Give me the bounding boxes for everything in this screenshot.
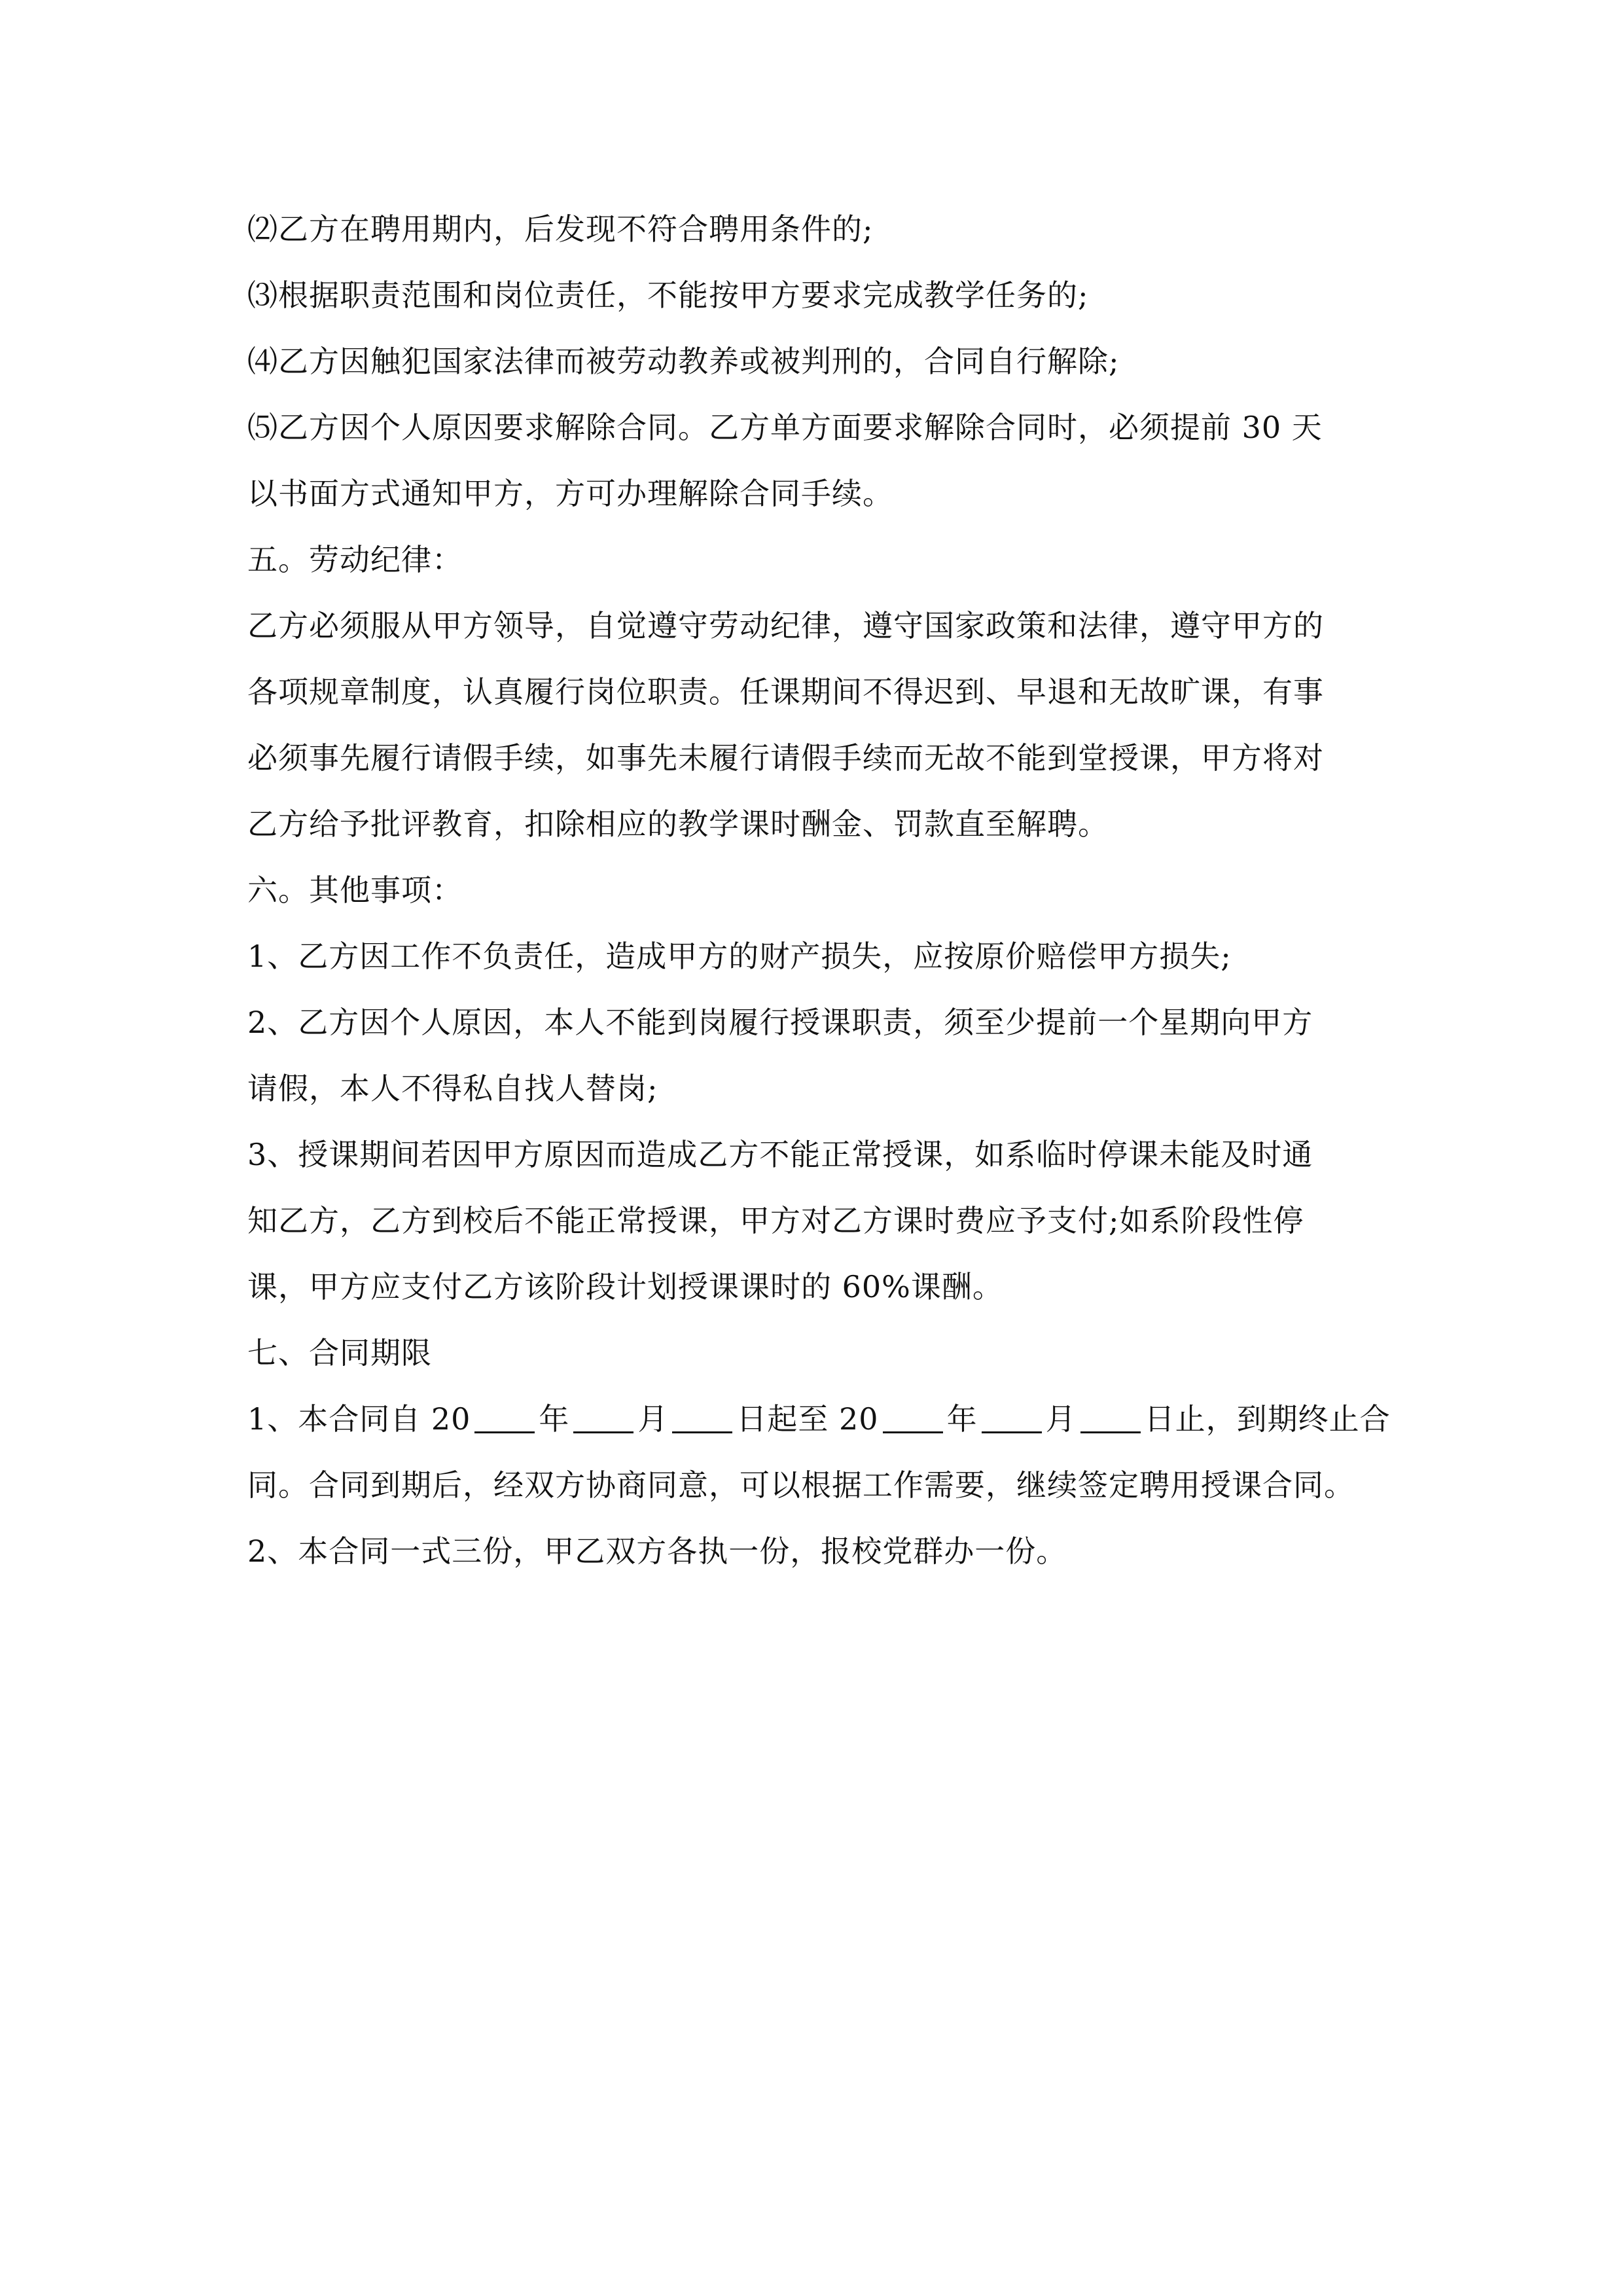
term-text: 日止，到期终止合 — [1144, 1401, 1391, 1437]
clause-line: 同。合同到期后，经双方协商同意，可以根据工作需要，继续签定聘用授课合同。 — [247, 1467, 1355, 1503]
day-start-blank — [672, 1401, 732, 1433]
clause-line: ⑶根据职责范围和岗位责任，不能按甲方要求完成教学任务的; — [247, 278, 1089, 313]
clause-line: 1、乙方因工作不负责任，造成甲方的财产损失，应按原价赔偿甲方损失; — [247, 939, 1232, 974]
term-text: 月 — [1045, 1401, 1077, 1437]
year-start-blank — [474, 1401, 535, 1433]
day-end-blank — [1080, 1401, 1141, 1433]
clause-line: 2、乙方因个人原因，本人不能到岗履行授课职责，须至少提前一个星期向甲方 — [247, 1005, 1313, 1040]
term-text: 1、本合同自 20 — [247, 1401, 471, 1437]
paragraph-line: 必须事先履行请假手续，如事先未履行请假手续而无故不能到堂授课，甲方将对 — [247, 740, 1324, 776]
clause-line: 3、授课期间若因甲方原因而造成乙方不能正常授课，如系临时停课未能及时通 — [247, 1137, 1313, 1172]
clause-line: 请假，本人不得私自找人替岗; — [247, 1071, 658, 1106]
contract-term-line — [247, 1386, 1391, 1452]
section-heading: 六。其他事项： — [247, 872, 463, 908]
clause-line: 以书面方式通知甲方，方可办理解除合同手续。 — [247, 476, 893, 511]
month-end-blank — [982, 1401, 1042, 1433]
clause-line: 2、本合同一式三份，甲乙双方各执一份，报校党群办一份。 — [247, 1534, 1067, 1569]
paragraph-line: 各项规章制度，认真履行岗位职责。任课期间不得迟到、早退和无故旷课，有事 — [247, 674, 1324, 709]
section-heading: 五。劳动纪律： — [247, 542, 463, 577]
clause-line: 知乙方，乙方到校后不能正常授课，甲方对乙方课时费应予支付;如系阶段性停 — [247, 1203, 1304, 1238]
term-text: 日起至 20 — [736, 1401, 879, 1437]
paragraph-line: 乙方给予批评教育，扣除相应的教学课时酬金、罚款直至解聘。 — [247, 806, 1109, 842]
paragraph-line: 乙方必须服从甲方领导，自觉遵守劳动纪律，遵守国家政策和法律，遵守甲方的 — [247, 608, 1324, 643]
term-text: 年 — [539, 1401, 570, 1437]
clause-line: ⑵乙方在聘用期内，后发现不符合聘用条件的; — [247, 211, 874, 247]
term-text: 年 — [946, 1401, 978, 1437]
clause-line: ⑷乙方因触犯国家法律而被劳动教养或被判刑的，合同自行解除; — [247, 344, 1120, 379]
clause-line: 课，甲方应支付乙方该阶段计划授课课时的 60%课酬。 — [247, 1269, 1003, 1304]
section-heading: 七、合同期限 — [247, 1335, 432, 1371]
month-start-blank — [573, 1401, 633, 1433]
term-text: 月 — [637, 1401, 669, 1437]
year-end-blank — [883, 1401, 943, 1433]
clause-line: ⑸乙方因个人原因要求解除合同。乙方单方面要求解除合同时，必须提前 30 天 — [247, 410, 1323, 445]
document-body — [247, 196, 1391, 1585]
